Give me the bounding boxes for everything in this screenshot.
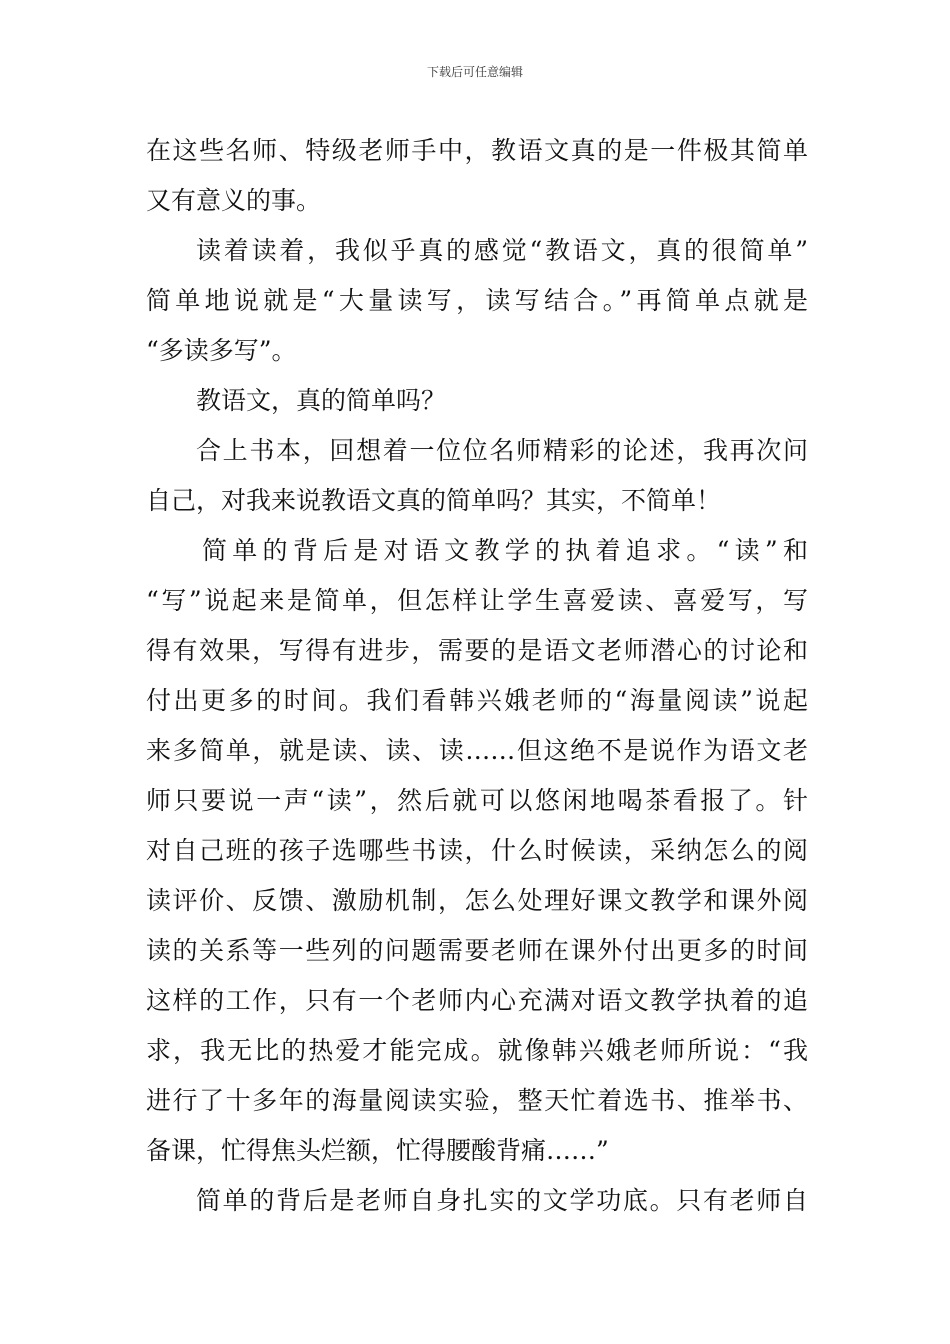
text-line: 得有效果，写得有进步，需要的是语文老师潜心的讨论和 [146, 636, 808, 665]
text-line: “多读多写”。 [146, 336, 297, 365]
text-line: 求，我无比的热爱才能完成。就像韩兴娥老师所说：“我 [146, 1036, 808, 1065]
text-line: 简单的背后是老师自身扎实的文学功底。只有老师自 [196, 1186, 808, 1215]
text-line: 对自己班的孩子选哪些书读，什么时候读，采纳怎么的阅 [146, 836, 808, 865]
text-line: 简单的背后是对语文教学的执着追求。“读”和 [202, 536, 808, 565]
text-line: 教语文，真的简单吗？ [196, 386, 447, 415]
text-line: 又有意义的事。 [146, 186, 322, 215]
text-line: 备课，忙得焦头烂额，忙得腰酸背痛……” [146, 1136, 609, 1165]
text-line: 付出更多的时间。我们看韩兴娥老师的“海量阅读”说起 [146, 686, 808, 715]
text-line: 师只要说一声“读”，然后就可以悠闲地喝茶看报了。针 [146, 786, 808, 815]
text-line: 读的关系等一些列的问题需要老师在课外付出更多的时间 [146, 936, 808, 965]
page-header: 下载后可任意编辑 [426, 65, 523, 79]
text-line: 进行了十多年的海量阅读实验，整天忙着选书、推举书、 [146, 1086, 808, 1115]
document-body [146, 126, 808, 1226]
text-line: 简单地说就是“大量读写，读写结合。”再简单点就是 [146, 286, 808, 315]
text-line: 来多简单，就是读、读、读……但这绝不是说作为语文老 [146, 736, 808, 765]
text-line: 在这些名师、特级老师手中，教语文真的是一件极其简单 [146, 136, 808, 165]
text-line: 读着读着，我似乎真的感觉“教语文，真的很简单” [196, 236, 808, 265]
text-line: “写”说起来是简单，但怎样让学生喜爱读、喜爱写，写 [146, 586, 808, 615]
text-line: 自己，对我来说教语文真的简单吗？其实，不简单！ [146, 486, 722, 515]
text-line: 这样的工作，只有一个老师内心充满对语文教学执着的追 [146, 986, 808, 1015]
text-line: 合上书本，回想着一位位名师精彩的论述，我再次问 [196, 436, 808, 465]
text-line: 读评价、反馈、激励机制，怎么处理好课文教学和课外阅 [146, 886, 808, 915]
